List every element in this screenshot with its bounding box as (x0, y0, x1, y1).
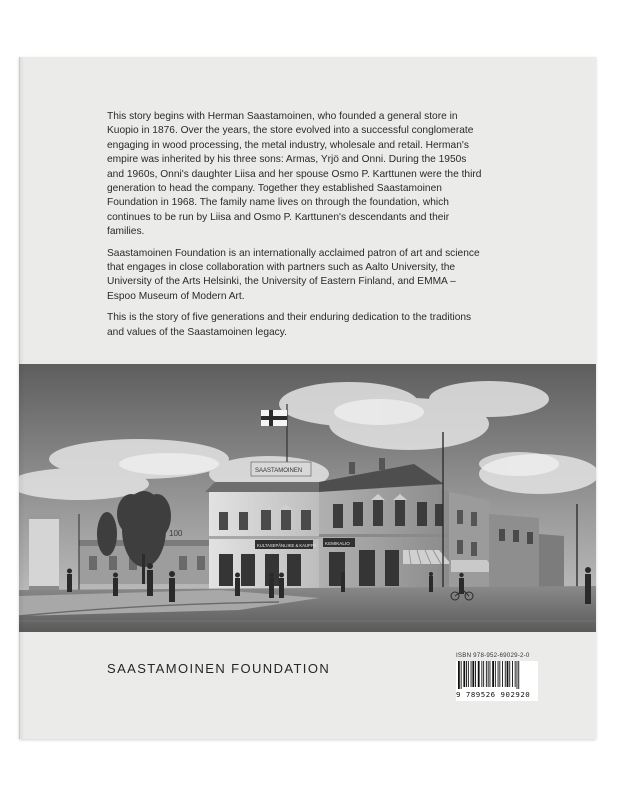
barcode-bar (461, 661, 462, 689)
barcode-bar (499, 661, 500, 687)
barcode-bar (507, 661, 509, 687)
svg-text:100: 100 (169, 529, 183, 538)
barcode-bar (490, 661, 491, 687)
historic-street-photo (19, 364, 596, 632)
barcode-bar (458, 661, 460, 689)
barcode-bar (475, 661, 476, 687)
barcode-bar (498, 661, 499, 687)
shop-sign-left: KULTASEPÄNLIIKE & KAUPPA (257, 543, 317, 548)
barcode-bar (495, 661, 496, 687)
blurb-paragraph-3: This is the story of five generations and their enduring dedication to the traditions and values of the Saastamoinen legacy. (107, 312, 472, 338)
shop-sign-right: KEMIKALIO (325, 541, 350, 546)
barcode-bar (512, 661, 513, 687)
barcode-bar (492, 661, 494, 687)
barcode-bar (515, 661, 516, 687)
barcode-digits: 9 789526 902920 (456, 690, 531, 699)
barcode-bar (502, 661, 503, 687)
barcode-bar (478, 661, 480, 687)
barcode-bar (509, 661, 510, 687)
barcode-bar (505, 661, 506, 687)
publisher-name: SAASTAMOINEN FOUNDATION (107, 661, 331, 676)
barcode-bar (471, 661, 472, 687)
barcode-bar (466, 661, 467, 687)
blurb-text (107, 110, 485, 347)
book-back-cover (19, 57, 596, 739)
barcode-bar (518, 661, 519, 689)
barcode-bar (488, 661, 489, 687)
barcode-bar (517, 661, 518, 689)
barcode-bar (468, 661, 469, 687)
barcode-bar (486, 661, 487, 687)
rooftop-sign-text: SAASTAMOINEN (255, 468, 303, 474)
blurb-paragraph-1: This story begins with Herman Saastamoinen, who founded a general store in Kuopio in 1876. Over the years, the store evolved into a successful conglomerate engaging in wood processing, the metal industry, wholesale and retail. Herman's empire was inherited by his three sons: Armas, Yrjö and Onni. During the 1950s and 1960s, Onni's daughter Liisa and her spouse Osmo P. Karttunen were the third generation to head the company. Together they established Saastamoinen Foundation in 1968. The family name lives on through the foundation, which continues to be run by Liisa and Osmo P. Karttunen's descendants and their families. (107, 111, 482, 238)
barcode-bar (481, 661, 482, 687)
barcode-bar (472, 661, 474, 687)
barcode-bar (483, 661, 484, 687)
barcode-bar (463, 661, 465, 687)
isbn-label: ISBN 978-952-69029-2-0 (456, 652, 530, 659)
blurb-paragraph-2: Saastamoinen Foundation is an internationally acclaimed patron of art and science that engages in close collaboration with partners such as Aalto University, the University of the Arts Helsinki, the University of Eastern Finland, and EMMA – Espoo Museum of Modern Art. (107, 247, 480, 302)
